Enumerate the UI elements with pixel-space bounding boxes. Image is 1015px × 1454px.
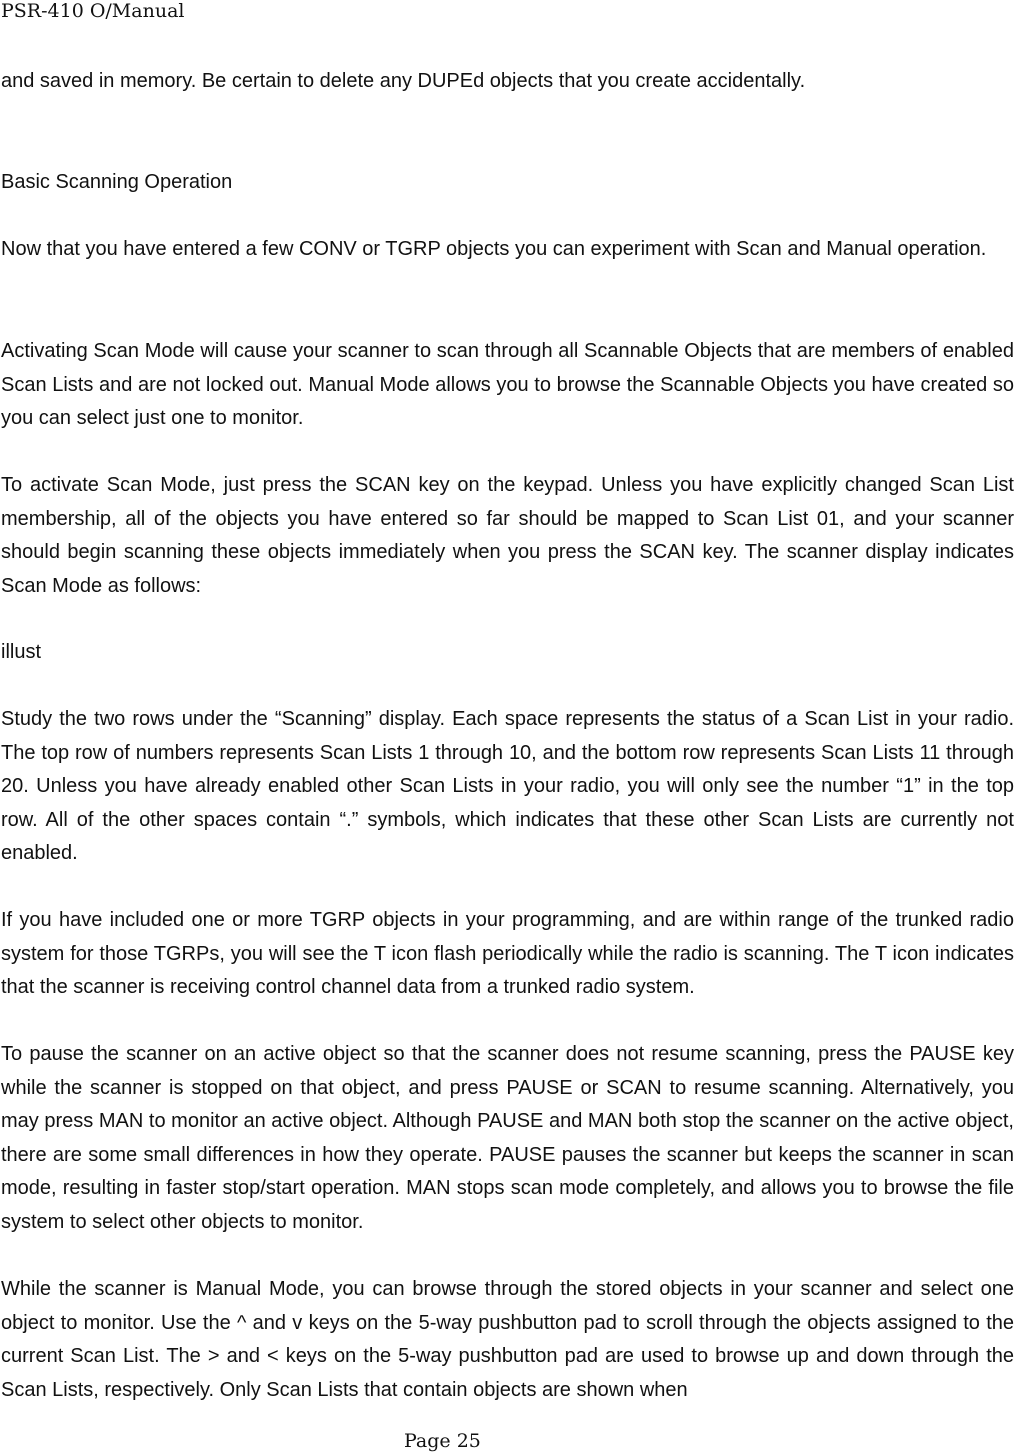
paragraph-pause: To pause the scanner on an active object so that the scanner does not resume scanning, press the PAUSE key while the scanner is stopped on that object, and press PAUSE or SCAN to resume scanning. Alternatively, you may press MAN to monitor an active object. Although PAUSE and MAN both stop the scanner on the active object, there are some small differences in how they operate. PAUSE pauses the scanner but keeps the scanner in scan mode, resulting in faster stop/start operation. MAN stops scan mode completely, and allows you to browse the file system to select other objects to monitor. [1, 1043, 1014, 1233]
paragraph-scan-list-rows: Study the two rows under the “Scanning” display. Each space represents the status of a Scan List in your radio. The top row of numbers represents Scan Lists 1 through 10, and the bottom row represents Scan Lists 11 through 20. Unless you have already enabled other Scan Lists in your radio, you will only see the number “1” in the top row. All of the other spaces contain “.” symbols, which indicates that these other Scan Lists are currently not enabled. [1, 708, 1014, 864]
paragraph-manual-mode: While the scanner is Manual Mode, you can browse through the stored objects in your scanner and select one object to monitor. Use the ^ and v keys on the 5-way pushbutton pad to scroll through the objects assigned to the current Scan List. The > and < keys on the 5-way pushbutton pad are used to browse up and down through the Scan Lists, respectively. Only Scan Lists that contain objects are shown when [1, 1278, 1014, 1401]
page-number: Page 25 [404, 1430, 481, 1452]
paragraph-continuation: and saved in memory. Be certain to delete any DUPEd objects that you create accidentally. [1, 70, 806, 92]
paragraph-scan-mode: Activating Scan Mode will cause your scanner to scan through all Scannable Objects that are members of enabled Scan Lists and are not locked out. Manual Mode allows you to browse the Scannable Objects you have created so you can select just one to monitor. [1, 340, 1014, 429]
paragraph-trunked-icon: If you have included one or more TGRP objects in your programming, and are within range of the trunked radio system for those TGRPs, you will see the T icon flash periodically while the radio is scanning. The T icon indicates that the scanner is receiving control channel data from a trunked radio system. [1, 909, 1014, 998]
page-header-title: PSR-410 O/Manual [1, 0, 185, 22]
paragraph-intro: Now that you have entered a few CONV or TGRP objects you can experiment with Scan and Manual operation. [1, 238, 987, 260]
paragraph-activate-scan: To activate Scan Mode, just press the SCAN key on the keypad. Unless you have explicitly changed Scan List membership, all of the objects you have entered so far should be mapped to Scan List 01, and your scanner should begin scanning these objects immediately when you press the SCAN key. The scanner display indicates Scan Mode as follows: [1, 474, 1014, 597]
illustration-placeholder: illust [1, 641, 42, 663]
section-heading: Basic Scanning Operation [1, 171, 233, 193]
